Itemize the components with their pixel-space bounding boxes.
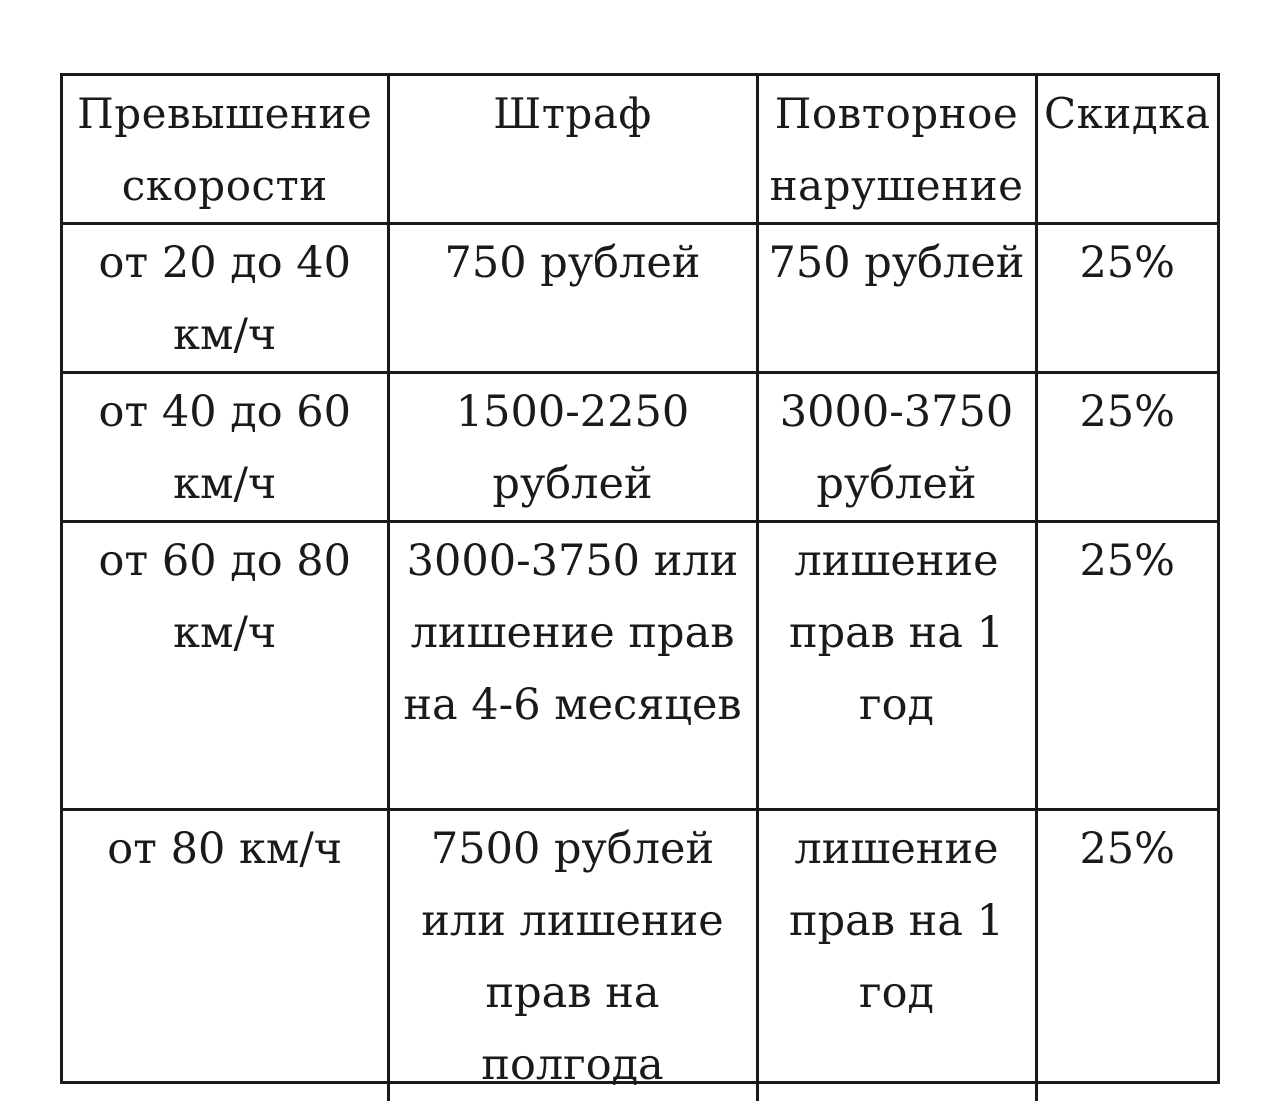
cell-fine: 7500 рублей или лишение прав на полгода — [388, 810, 757, 1102]
cell-speed: от 20 до 40 км/ч — [63, 224, 388, 373]
cell-speed: от 80 км/ч — [63, 810, 388, 1102]
cell-speed: от 60 до 80 км/ч — [63, 522, 388, 810]
cell-repeat: лишение прав на 1 год — [757, 810, 1036, 1102]
cell-discount: 25% — [1036, 522, 1217, 810]
cell-repeat: 750 рублей — [757, 224, 1036, 373]
table-row — [63, 810, 1217, 1102]
cell-discount: 25% — [1036, 373, 1217, 522]
table-row — [63, 224, 1217, 373]
table-row — [63, 373, 1217, 522]
cell-fine: 3000-3750 или лишение прав на 4-6 месяцев — [388, 522, 757, 810]
cell-discount: 25% — [1036, 224, 1217, 373]
header-fine: Штраф — [388, 76, 757, 224]
table-header-row — [63, 76, 1217, 224]
fines-table-container — [60, 73, 1220, 1090]
speeding-fines-table — [63, 76, 1217, 1101]
header-repeat-violation: Повторное нарушение — [757, 76, 1036, 224]
header-speed-excess: Превышение скорости — [63, 76, 388, 224]
header-discount: Скидка — [1036, 76, 1217, 224]
cell-discount: 25% — [1036, 810, 1217, 1102]
cell-speed: от 40 до 60 км/ч — [63, 373, 388, 522]
cell-repeat: 3000-3750 рублей — [757, 373, 1036, 522]
cell-fine: 1500-2250 рублей — [388, 373, 757, 522]
cell-fine: 750 рублей — [388, 224, 757, 373]
table-row — [63, 522, 1217, 810]
cell-repeat: лишение прав на 1 год — [757, 522, 1036, 810]
